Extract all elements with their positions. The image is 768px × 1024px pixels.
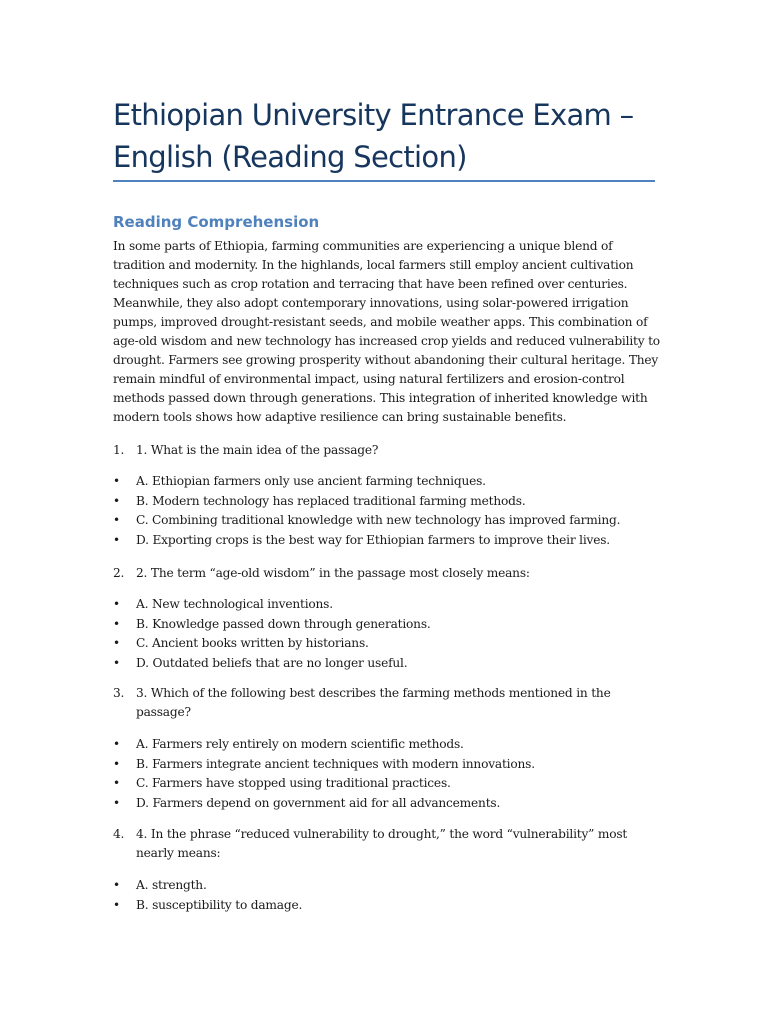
option-item bbox=[113, 896, 661, 916]
question-text: 1. What is the main idea of the passage? bbox=[136, 443, 379, 457]
question-2-options bbox=[113, 595, 661, 673]
question-3 bbox=[113, 684, 661, 722]
bullet-icon: • bbox=[113, 878, 120, 892]
page-title: Ethiopian University Entrance Exam – English (Reading Section) bbox=[113, 98, 634, 174]
question-number: 1. bbox=[113, 443, 125, 457]
bullet-icon: • bbox=[113, 795, 120, 810]
option-item bbox=[113, 774, 661, 794]
option-text: B. susceptibility to damage. bbox=[136, 897, 303, 912]
option-item bbox=[113, 492, 661, 512]
bullet-icon: • bbox=[113, 756, 120, 771]
bullet-icon: • bbox=[113, 737, 120, 751]
option-item bbox=[113, 634, 661, 654]
option-text: D. Farmers depend on government aid for all advancements. bbox=[136, 795, 501, 810]
question-text: 2. The term “age-old wisdom” in the passage most closely means: bbox=[136, 566, 530, 580]
title-underline bbox=[113, 180, 655, 182]
option-text: B. Modern technology has replaced traditional farming methods. bbox=[136, 493, 526, 508]
option-text: C. Combining traditional knowledge with new technology has improved farming. bbox=[136, 513, 621, 527]
option-item bbox=[113, 615, 661, 635]
bullet-icon: • bbox=[113, 597, 120, 611]
option-text: B. Knowledge passed down through generations. bbox=[136, 616, 431, 631]
option-text: D. Exporting crops is the best way for Ethiopian farmers to improve their lives. bbox=[136, 532, 610, 547]
bullet-icon: • bbox=[113, 616, 120, 631]
question-4-options bbox=[113, 876, 661, 915]
option-item bbox=[113, 472, 661, 492]
option-item bbox=[113, 531, 661, 551]
option-text: B. Farmers integrate ancient techniques with modern innovations. bbox=[136, 756, 535, 771]
option-text: A. New technological inventions. bbox=[136, 597, 333, 611]
option-item bbox=[113, 511, 661, 531]
bullet-icon: • bbox=[113, 493, 120, 508]
option-item bbox=[113, 595, 661, 615]
bullet-icon: • bbox=[113, 655, 120, 670]
bullet-icon: • bbox=[113, 636, 120, 650]
option-item bbox=[113, 654, 661, 674]
option-item bbox=[113, 876, 661, 896]
bullet-icon: • bbox=[113, 474, 120, 488]
question-number: 3. bbox=[113, 686, 125, 700]
option-item bbox=[113, 735, 661, 755]
option-text: A. Farmers rely entirely on modern scientific methods. bbox=[136, 737, 464, 751]
option-item bbox=[113, 755, 661, 775]
bullet-icon: • bbox=[113, 532, 120, 547]
question-text: 4. In the phrase “reduced vulnerability to drought,” the word “vulnerability” most nearly means: bbox=[136, 827, 628, 860]
reading-passage: In some parts of Ethiopia, farming communities are experiencing a unique blend of tradition and modernity. In the highlands, local farmers still employ ancient cultivation techniques such as crop rotation and terracing that have been refined over centuries. Meanwhile, they also adopt contemporary innovations, using solar-powered irrigation pumps, improved drought-resistant seeds, and mobile weather apps. This combination of age-old wisdom and new technology has increased crop yields and reduced vulnerability to drought. Farmers see growing prosperity without abandoning their cultural heritage. They remain mindful of environmental impact, using natural fertilizers and erosion-control methods passed down through generations. This integration of inherited knowledge with modern tools shows how adaptive resilience can bring sustainable benefits. bbox=[113, 239, 660, 424]
question-number: 4. bbox=[113, 827, 125, 841]
section-heading: Reading Comprehension bbox=[113, 213, 320, 231]
option-text: A. Ethiopian farmers only use ancient farming techniques. bbox=[136, 474, 486, 488]
question-1-options bbox=[113, 472, 661, 550]
bullet-icon: • bbox=[113, 513, 120, 527]
option-item bbox=[113, 794, 661, 814]
option-text: D. Outdated beliefs that are no longer useful. bbox=[136, 655, 408, 670]
question-2 bbox=[113, 564, 661, 583]
bullet-icon: • bbox=[113, 897, 120, 912]
question-1 bbox=[113, 441, 661, 460]
option-text: C. Farmers have stopped using traditional practices. bbox=[136, 776, 451, 790]
question-3-options bbox=[113, 735, 661, 813]
bullet-icon: • bbox=[113, 776, 120, 790]
question-number: 2. bbox=[113, 566, 125, 580]
question-4 bbox=[113, 825, 661, 863]
option-text: A. strength. bbox=[136, 878, 207, 892]
question-text: 3. Which of the following best describes the farming methods mentioned in the passage? bbox=[136, 686, 611, 719]
option-text: C. Ancient books written by historians. bbox=[136, 636, 369, 650]
